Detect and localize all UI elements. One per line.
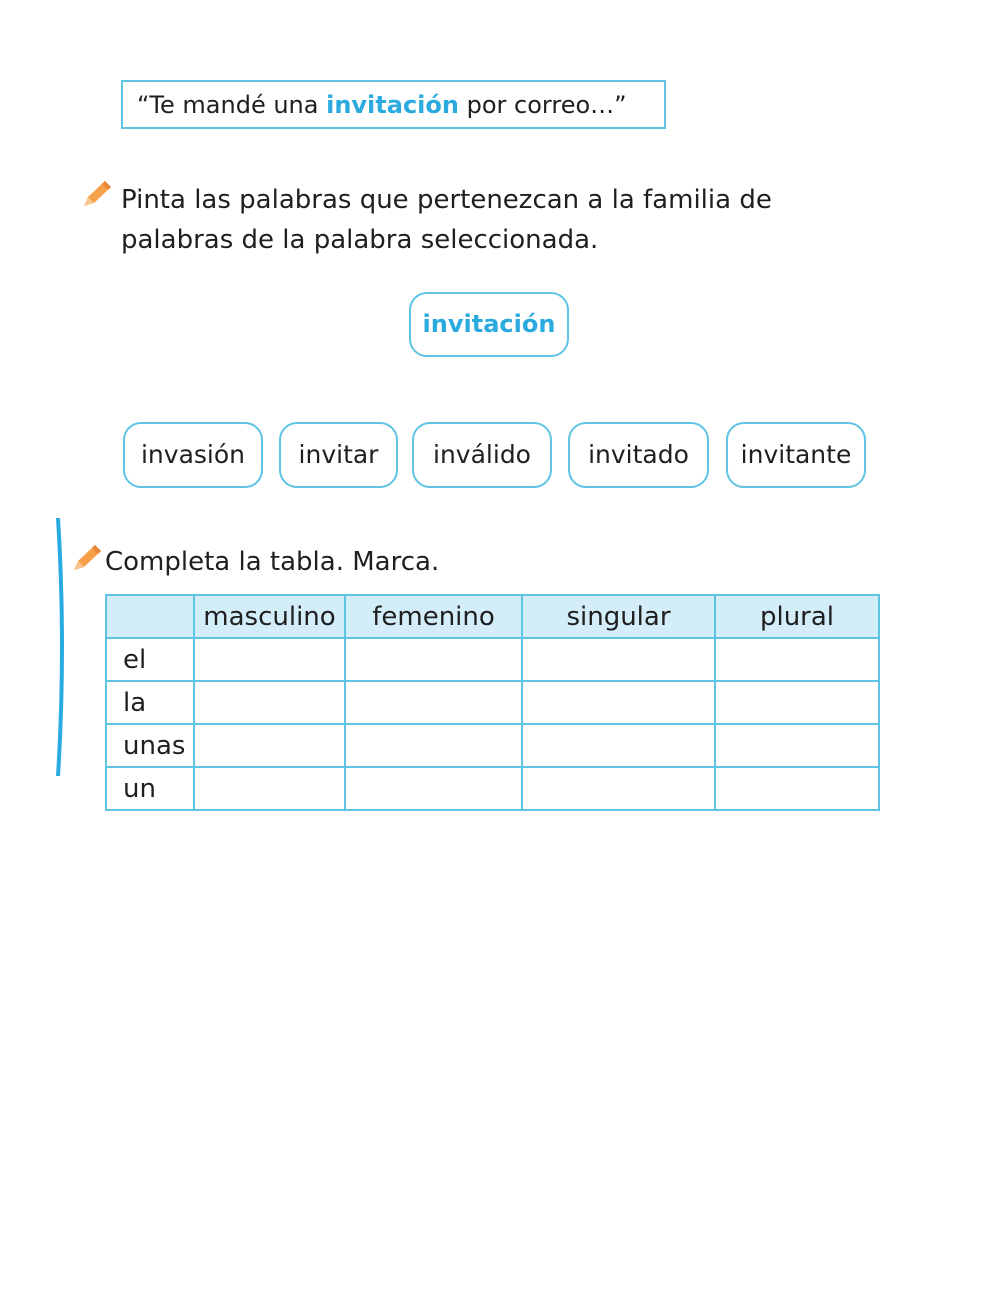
quote-text-before: “Te mandé una (137, 91, 327, 119)
exercise2-instruction: Completa la tabla. Marca. (105, 547, 440, 577)
table-cell[interactable] (345, 724, 522, 767)
word-option[interactable]: invitado (568, 422, 709, 488)
word-option[interactable]: invitar (279, 422, 398, 488)
table-cell[interactable] (194, 724, 345, 767)
table-cell[interactable] (715, 638, 879, 681)
table-row (106, 767, 879, 810)
column-header: singular (522, 595, 715, 638)
table-header-row (106, 595, 879, 638)
table-cell[interactable] (345, 638, 522, 681)
articles-table (105, 594, 880, 811)
table-cell[interactable] (715, 767, 879, 810)
selected-word: invitación (409, 292, 569, 357)
word-option[interactable]: invasión (123, 422, 263, 488)
table-cell[interactable] (194, 767, 345, 810)
table-cell[interactable] (715, 724, 879, 767)
pencil-icon (80, 178, 114, 210)
row-label: el (106, 638, 194, 681)
table-cell[interactable] (194, 681, 345, 724)
table-cell[interactable] (194, 638, 345, 681)
table-cell[interactable] (522, 638, 715, 681)
column-header: masculino (194, 595, 345, 638)
word-option[interactable]: invitante (726, 422, 866, 488)
column-header: femenino (345, 595, 522, 638)
quote-highlight-word: invitación (326, 91, 459, 119)
word-option[interactable]: inválido (412, 422, 552, 488)
table-cell[interactable] (522, 767, 715, 810)
row-label: la (106, 681, 194, 724)
pencil-icon (70, 542, 104, 574)
column-header (106, 595, 194, 638)
side-bracket (56, 518, 66, 776)
table-cell[interactable] (522, 681, 715, 724)
instruction-line-2: palabras de la palabra seleccionada. (121, 225, 599, 255)
table-cell[interactable] (345, 681, 522, 724)
table-cell[interactable] (522, 724, 715, 767)
instruction-line-1: Pinta las palabras que pertenezcan a la familia de (121, 185, 772, 215)
column-header: plural (715, 595, 879, 638)
exercise1-instruction (121, 180, 772, 260)
table-row (106, 681, 879, 724)
table-cell[interactable] (345, 767, 522, 810)
row-label: un (106, 767, 194, 810)
table-cell[interactable] (715, 681, 879, 724)
table-row (106, 638, 879, 681)
quote-text-after: por correo…” (458, 91, 627, 119)
table-row (106, 724, 879, 767)
row-label: unas (106, 724, 194, 767)
quote-box (121, 80, 666, 129)
